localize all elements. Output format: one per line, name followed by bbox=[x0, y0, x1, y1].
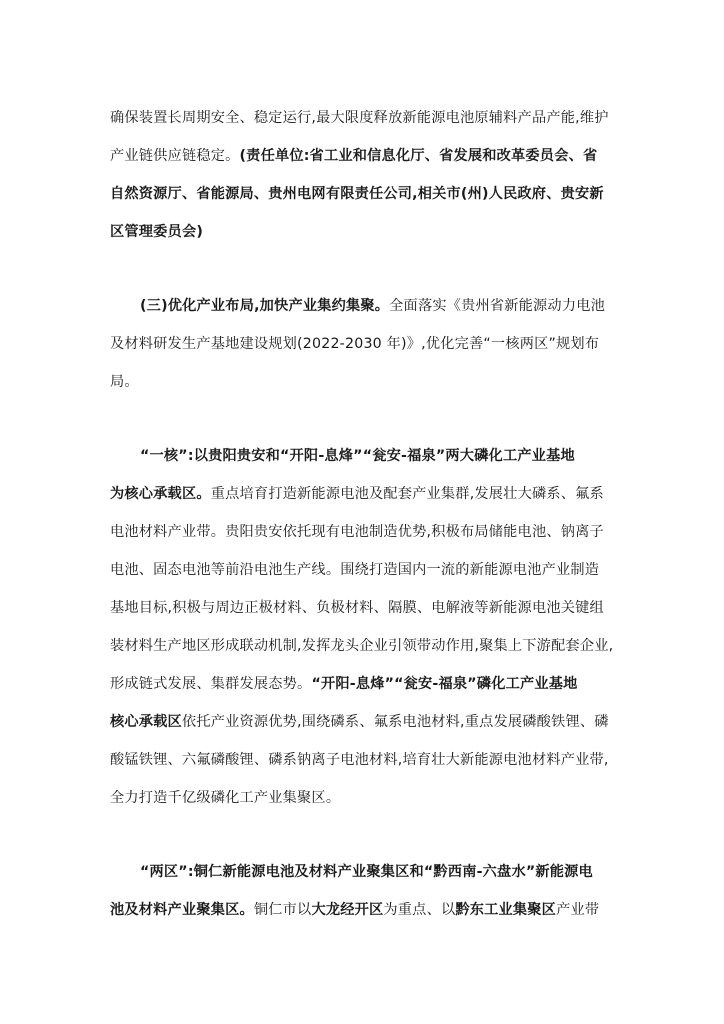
text-run: 铜仁市以 bbox=[253, 902, 312, 918]
text-line bbox=[110, 184, 616, 204]
text-run: 确保装置长周期安全、稳定运行,最大限度释放新能源电池原辅料产品产能,维护 bbox=[110, 110, 609, 126]
text-line bbox=[110, 750, 616, 770]
text-run: 全面落实《贵州省新能源动力电池 bbox=[389, 298, 605, 314]
text-run: 及材料研发生产基地建设规划(2022-2030 年)》,优化完善“一核两区”规划布 bbox=[110, 336, 600, 352]
bold-text-run: (责任单位:省工业和信息化厅、省发展和改革委员会、省 bbox=[239, 148, 598, 164]
text-run: 重点培育打造新能源电池及配套产业集群,发展壮大磷系、氟系 bbox=[210, 486, 604, 502]
text-run: 电池材料产业带。贵阳贵安依托现有电池制造优势,积极布局储能电池、钠离子 bbox=[110, 524, 604, 540]
section-heading: (三)优化产业布局,加快产业集约集聚。 bbox=[140, 298, 390, 314]
text-line bbox=[140, 862, 616, 882]
text-line bbox=[110, 788, 616, 808]
text-run: 形成链式发展、集群发展态势。 bbox=[110, 676, 312, 692]
text-line bbox=[110, 334, 616, 354]
text-run: 装材料生产地区形成联动机制,发挥龙头企业引领带动作用,聚集上下游配套企业, bbox=[110, 638, 614, 654]
text-run: 为重点、以 bbox=[383, 902, 456, 918]
text-line bbox=[110, 522, 616, 542]
text-line bbox=[110, 146, 616, 166]
bold-text-run: “一核”:以贵阳贵安和“开阳-息烽”“瓮安-福泉”两大磷化工产业基地 bbox=[140, 448, 575, 464]
text-run: 局。 bbox=[110, 374, 139, 390]
text-run: 酸锰铁锂、六氟磷酸锂、磷系钠离子电池材料,培育壮大新能源电池材料产业带, bbox=[110, 752, 609, 768]
text-line bbox=[110, 484, 616, 504]
text-line bbox=[110, 108, 616, 128]
text-run: 产业链供应链稳定。 bbox=[110, 148, 240, 164]
bold-text-run: “两区”:铜仁新能源电池及材料产业聚集区和“黔西南-六盘水”新能源电 bbox=[140, 864, 593, 880]
text-line bbox=[110, 712, 616, 732]
text-run: 基地目标,积极与周边正极材料、负极材料、隔膜、电解液等新能源电池关键组 bbox=[110, 600, 604, 616]
text-line bbox=[110, 598, 616, 618]
bold-text-run: 为核心承载区。 bbox=[110, 486, 211, 502]
bold-text-run: 黔东工业集聚区 bbox=[455, 902, 557, 918]
text-line bbox=[110, 674, 616, 694]
text-line bbox=[140, 296, 616, 316]
bold-text-run: 区管理委员会) bbox=[110, 224, 204, 240]
bold-text-run: 自然资源厅、省能源局、贵州电网有限责任公司,相关市(州)人民政府、贵安新 bbox=[110, 186, 604, 202]
text-line bbox=[110, 560, 616, 580]
text-line bbox=[110, 222, 616, 242]
text-line bbox=[140, 446, 616, 466]
text-run: 全力打造千亿级磷化工产业集聚区。 bbox=[110, 790, 341, 806]
bold-text-run: 大龙经开区 bbox=[311, 902, 384, 918]
text-run: 依托产业资源优势,围绕磷系、氟系电池材料,重点发展磷酸铁锂、磷 bbox=[181, 714, 609, 730]
text-line bbox=[110, 900, 616, 920]
bold-text-run: “开阳-息烽”“瓮安-福泉”磷化工产业基地 bbox=[311, 676, 578, 692]
text-line bbox=[110, 636, 616, 656]
text-run: 电池、固态电池等前沿电池生产线。围绕打造国内一流的新能源电池产业制造 bbox=[110, 562, 600, 578]
bold-text-run: 池及材料产业聚集区。 bbox=[110, 902, 254, 918]
bold-text-run: 核心承载区 bbox=[110, 714, 182, 730]
text-line bbox=[110, 372, 616, 392]
text-run: 产业带 bbox=[556, 902, 600, 918]
